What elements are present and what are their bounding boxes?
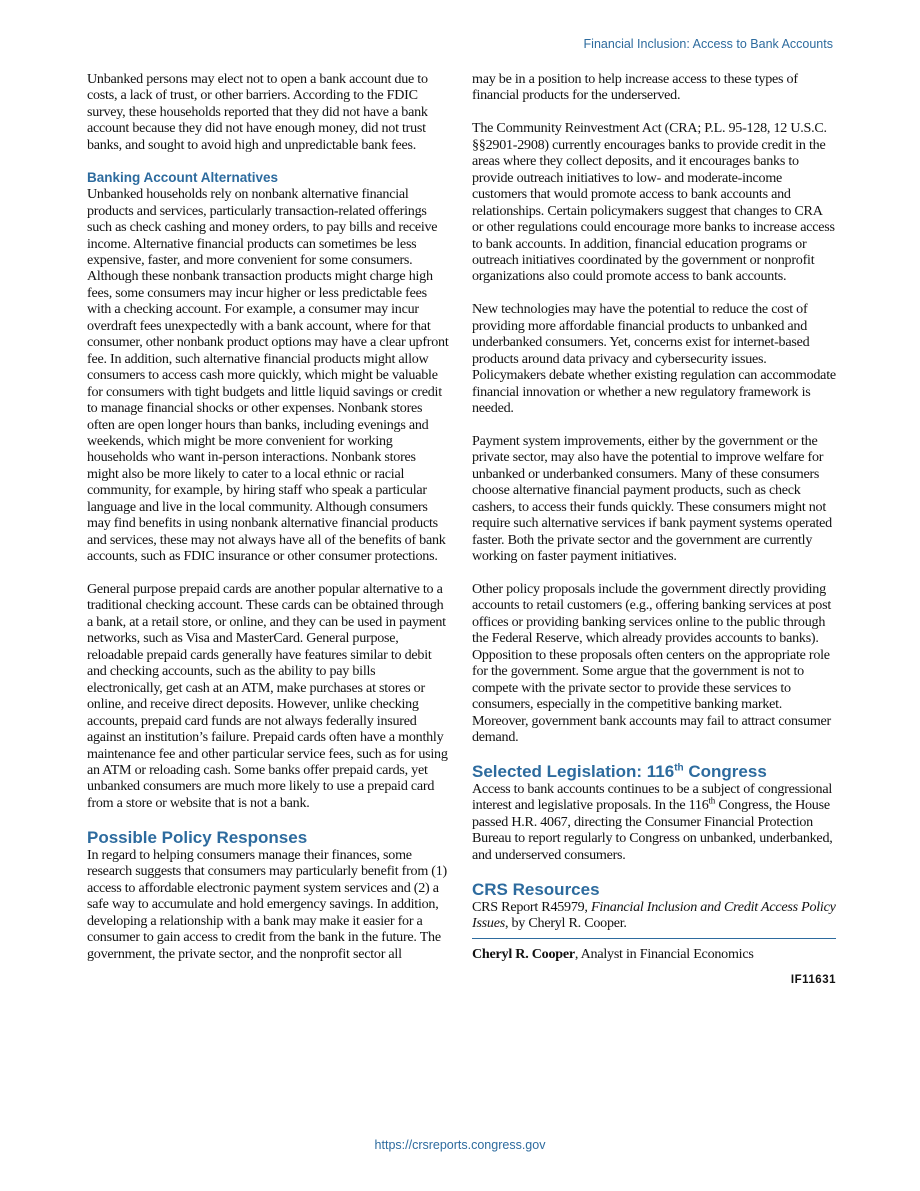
paragraph-payment-systems: Payment system improvements, either by the government or the private sector, may also have the potential to improve welfare for unbanked or underbanked consumers. Many of these consumers choose alternative financial payment products, such as check cashers, to access their funds quickly. These consumers might not require such alternative services if bank payment systems operated faster. Both the private sector and the government are currently working on faster payment initiatives. <box>472 432 832 565</box>
heading-banking-alternatives: Banking Account Alternatives <box>87 169 279 185</box>
left-column <box>87 71 450 962</box>
heading-crs-resources: CRS Resources <box>472 879 600 899</box>
paragraph-policy-responses: In regard to helping consumers manage their finances, some research suggests that consumers may particularly benefit from (1) access to affordable electronic payment system services and (2) a safe way to accumulate and hold emergency savings. In addition, developing a relationship with a bank may make it easier for a consumer to gain access to credit from the bank in the future. The government, the private sector, and the nonprofit sector all <box>87 846 447 962</box>
report-title: Financial Inclusion and Credit Access Policy Issues <box>472 898 836 932</box>
paragraph-nonbank-products: Unbanked households rely on nonbank alternative financial products and services, particularly transaction-related offerings such as check cashing and money orders, to pay bills and receive income. Alternative financial products can sometimes be less expensive, faster, and more convenient for some consumers. Although these nonbank transaction products might charge high fees, some consumers may incur higher or less predictable fees with a checking account. For example, a consumer may incur overdraft fees unexpectedly with a bank account, where for that consumer, other nonbank product options may have a clear upfront fee. In addition, such alternative financial products might allow consumers to access cash more quickly, which might be valuable for consumers with tight budgets and little liquid savings or credit to manage financial shocks or other expenses. Nonbank stores often are open longer hours than banks, including evenings and weekends, which might be more convenient for working households who want in-person interactions. Nonbank stores might also be more likely to cater to a local ethnic or racial community, for example, by hiring staff who speak a particular language and live in the local community. Although consumers may find benefits in using nonbank alternative financial products and services, these may not always have all of the benefits of bank accounts, such as FDIC insurance or other consumer protections. <box>87 186 449 565</box>
paragraph-continued: may be in a position to help increase access to these types of financial products for the underserved. <box>472 71 798 104</box>
author-line <box>472 938 836 962</box>
heading-selected-legislation: Selected Legislation: 116th Congress <box>472 761 767 781</box>
author-role: , Analyst in Financial Economics <box>574 945 754 962</box>
paragraph-new-technologies: New technologies may have the potential to reduce the cost of providing more affordable financial products to unbanked and underbanked consumers. Yet, concerns exist for internet-based products around data privacy and cybersecurity issues. Policymakers debate whether existing regulation can accommodate financial innovation or whether a new regulatory framework is needed. <box>472 301 836 417</box>
footer-url[interactable]: https://crsreports.congress.gov <box>374 1138 546 1152</box>
report-code: IF11631 <box>790 974 836 987</box>
running-header: Financial Inclusion: Access to Bank Accounts <box>583 37 833 51</box>
paragraph-unbanked-reasons: Unbanked persons may elect not to open a bank account due to costs, a lack of trust, or other barriers. According to the FDIC survey, these households reported that they did not have a bank account because they did not have enough money, did not trust banks, and sought to avoid high and unpredictable bank fees. <box>87 71 428 153</box>
paragraph-other-proposals: Other policy proposals include the government directly providing accounts to retail customers (e.g., offering banking services at post offices or providing banking services online to the public through the Federal Reserve, which already provides accounts to banks). Opposition to these proposals often centers on the appropriate role for the government. Some argue that the government is not to compete with the private sector to provide these services to consumers, especially in the competitive banking market. Moreover, government bank accounts may fail to attract consumer demand. <box>472 580 831 746</box>
author-name: Cheryl R. Cooper <box>472 945 575 962</box>
heading-policy-responses: Possible Policy Responses <box>87 827 308 847</box>
paragraph-legislation: Access to bank accounts continues to be a subject of congressional interest and legislative proposals. In the 116th Congress, the House passed H.R. 4067, directing the Consumer Financial Protection Bureau to report regularly to Congress on unbanked, underbanked, and underserved consumers. <box>472 780 833 863</box>
paragraph-cra: The Community Reinvestment Act (CRA; P.L. 95-128, 12 U.S.C. §§2901-2908) currently encourages banks to provide credit in the areas where they collect deposits, and it encourages banks to provide outreach initiatives to low- and moderate-income customers that would promote access to bank accounts and relationships. Certain policymakers suggest that changes to CRA or other regulations could encourage more banks to increase access to bank accounts. In addition, financial education programs or outreach initiatives coordinated by the government or nonprofit organizations also could promote access to bank accounts. <box>472 120 835 285</box>
right-column <box>472 71 836 988</box>
paragraph-crs-report: CRS Report R45979, Financial Inclusion and Credit Access Policy Issues, by Cheryl R. Cooper. <box>472 898 836 932</box>
paragraph-prepaid-cards: General purpose prepaid cards are another popular alternative to a traditional checking account. These cards can be obtained through a bank, at a retail store, or online, and they can be used in payment networks, such as Visa and MasterCard. General purpose, reloadable prepaid cards generally have features similar to debit and checking accounts, such as the ability to pay bills electronically, get cash at an ATM, make purchases at stores or online, and receive direct deposits. However, unlike checking accounts, prepaid card funds are not always federally insured against an institution’s failure. Prepaid cards often have a monthly maintenance fee and other particular service fees, such as for using an ATM or reloading cash. Some banks offer prepaid cards, yet unbanked consumers are much more likely to use a prepaid card from a store or website that is not a bank. <box>87 581 448 811</box>
